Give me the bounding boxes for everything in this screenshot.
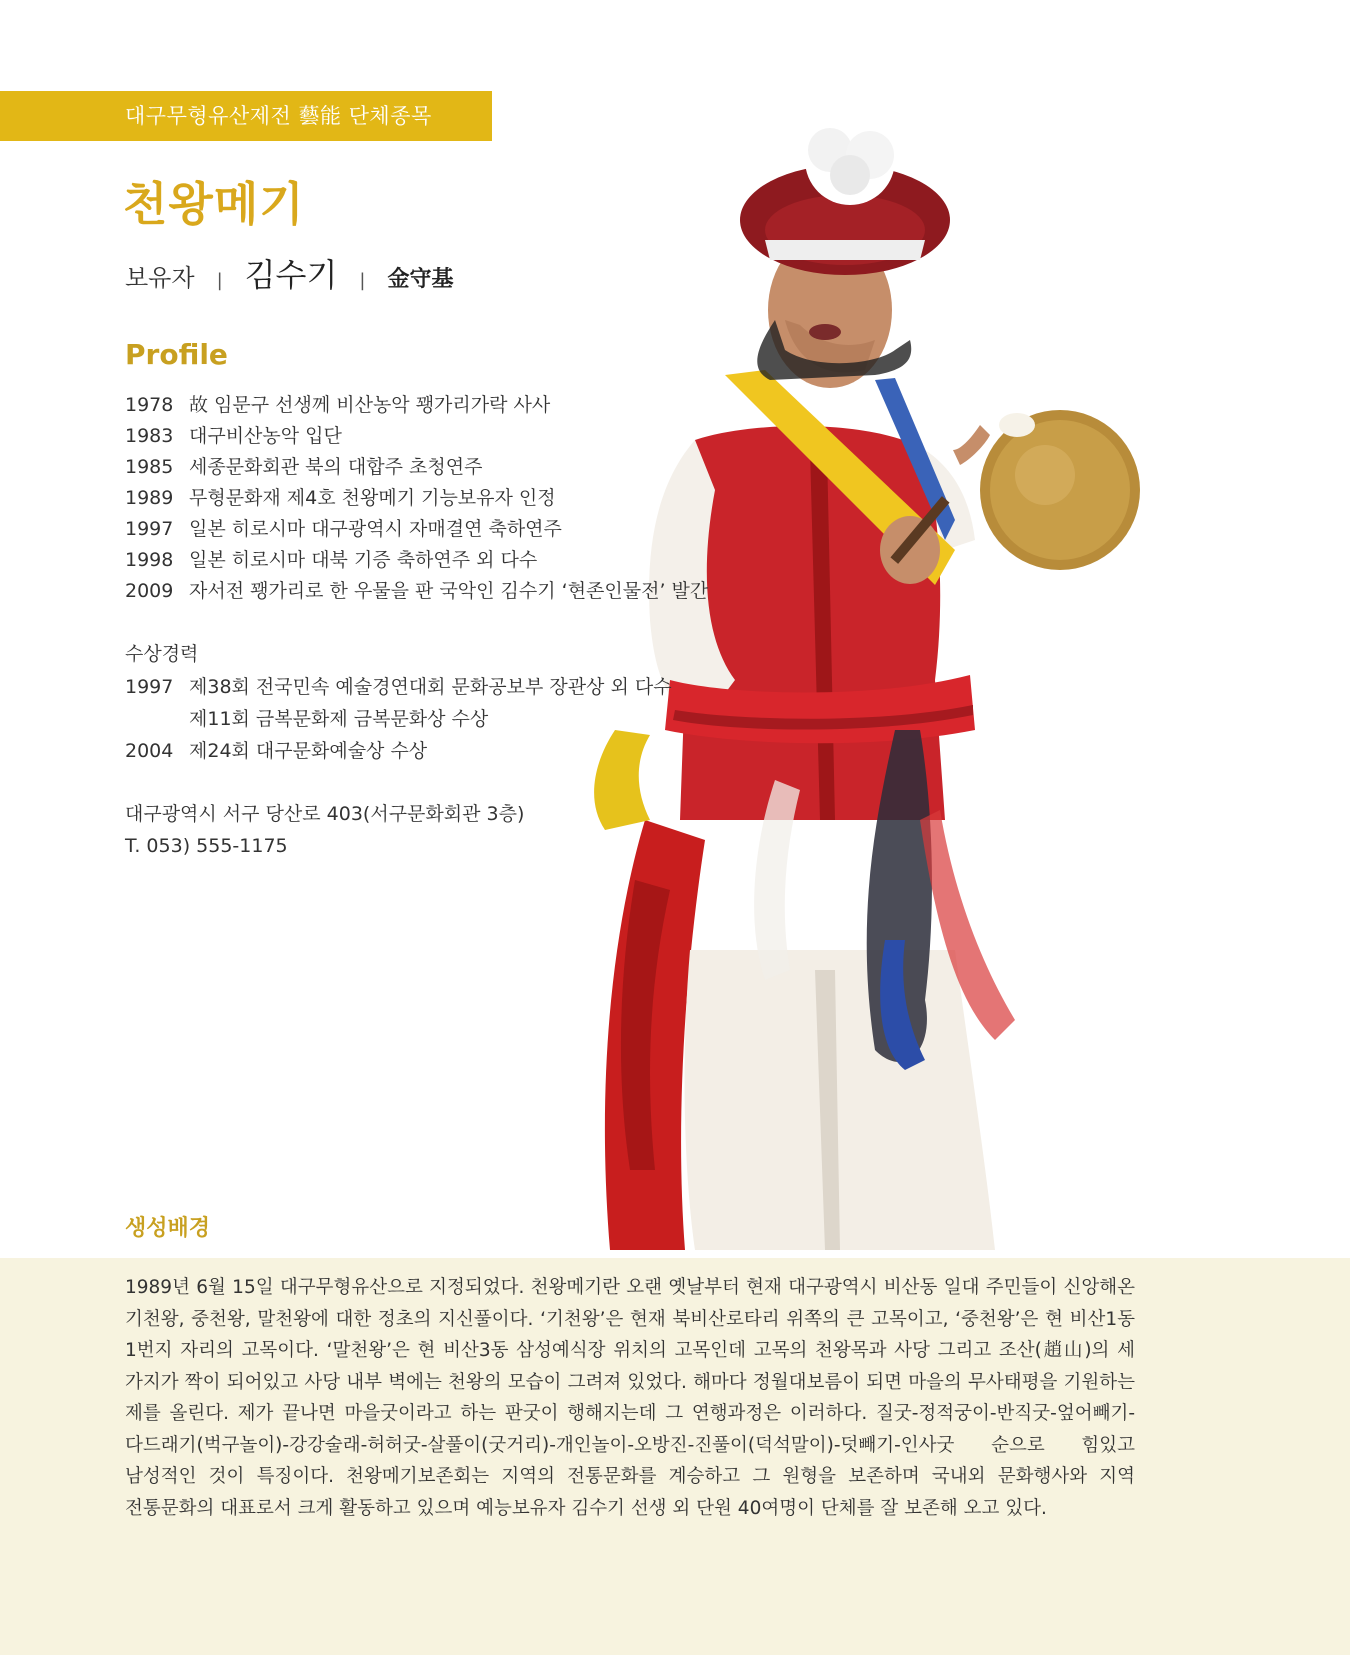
award-item <box>125 735 672 767</box>
profile-year: 1998 <box>125 549 174 571</box>
separator: | <box>359 270 366 291</box>
award-item <box>125 703 672 735</box>
profile-text: 자서전 꽹가리로 한 우물을 판 국악인 김수기 ‘현존인물전’ 발간 <box>189 580 709 602</box>
profile-item <box>125 576 708 607</box>
profile-text: 세종문화회관 북의 대합주 초청연주 <box>189 456 483 478</box>
award-text: 제11회 금복문화제 금복문화상 수상 <box>189 708 489 730</box>
category-banner: 대구무형유산제전 藝能 단체종목 <box>0 91 492 141</box>
separator: | <box>216 270 223 291</box>
awards-list <box>125 671 672 767</box>
profile-text: 대구비산농악 입단 <box>189 425 342 447</box>
profile-item <box>125 545 708 576</box>
contact-block <box>125 798 524 862</box>
background-text: 1989년 6월 15일 대구무형유산으로 지정되었다. 천왕메기란 오랜 옛날부터 현재 대구광역시 비산동 일대 주민들이 신앙해온 기천왕, 중천왕, 말천왕에 대한 정초의 지신풀이다. ‘기천왕’은 현재 북비산로타리 위쪽의 큰 고목이고, ‘중천왕’은 현 비산1동 1번지 자리의 고목이다. ‘말천왕’은 현 비산3동 삼성예식장 위치의 고목인데 고목의 천왕목과 사당 그리고 조산(趙山)의 세 가지가 짝이 되어있고 사당 내부 벽에는 천왕의 모습이 그려져 있었다. 해마다 정월대보름이 되면 마을의 무사태평을 기원하는 제를 올린다. 제가 끝나면 마을굿이라고 하는 판굿이 행해지는데 그 연행과정은 이러하다. 질굿-정적궁이-반직굿-엎어빼기-다드래기(벅구놀이)-강강술래-허허굿-살풀이(굿거리)-개인놀이-오방진-진풀이(덕석말이)-덧빼기-인사굿 순으로 힘있고 남성적인 것이 특징이다. 천왕메기보존회는 지역의 전통문화를 계승하고 그 원형을 보존하며 국내외 문화행사와 지역 전통문화의 대표로서 크게 활동하고 있으며 예능보유자 김수기 선생 외 단원 40여명이 단체를 잘 보존해 오고 있다. <box>125 1277 1135 1519</box>
profile-item <box>125 452 708 483</box>
award-year: 2004 <box>125 740 174 762</box>
profile-text: 故 임문구 선생께 비산농악 꽹가리가락 사사 <box>189 394 551 416</box>
address-text: 대구광역시 서구 당산로 403(서구문화회관 3층) <box>125 803 525 825</box>
profile-year: 1997 <box>125 518 174 540</box>
profile-item <box>125 421 708 452</box>
profile-list <box>125 390 708 607</box>
profile-year: 1989 <box>125 487 174 509</box>
profile-item <box>125 514 708 545</box>
profile-text: 일본 히로시마 대북 기증 축하연주 외 다수 <box>189 549 538 571</box>
profile-year: 2009 <box>125 580 174 602</box>
holder-name-hanja: 金守基 <box>387 266 454 292</box>
profile-heading: Profile <box>125 338 228 371</box>
award-text: 제24회 대구문화예술상 수상 <box>189 740 428 762</box>
award-text: 제38회 전국민속 예술경연대회 문화공보부 장관상 외 다수 <box>189 676 672 698</box>
holder-name: 김수기 <box>244 256 338 294</box>
background-heading: 생성배경 <box>125 1216 211 1241</box>
phone-text: T. 053) 555-1175 <box>125 835 288 857</box>
profile-item <box>125 390 708 421</box>
award-year <box>125 703 189 735</box>
award-year: 1997 <box>125 676 174 698</box>
profile-item <box>125 483 708 514</box>
page-title: 천왕메기 <box>123 177 305 231</box>
profile-text: 일본 히로시마 대구광역시 자매결연 축하연주 <box>189 518 562 540</box>
profile-year: 1983 <box>125 425 174 447</box>
profile-year: 1978 <box>125 394 174 416</box>
holder-label: 보유자 <box>125 264 195 292</box>
holder-line <box>125 250 453 296</box>
profile-text: 무형문화재 제4호 천왕메기 기능보유자 인정 <box>189 487 556 509</box>
award-item <box>125 671 672 703</box>
profile-year: 1985 <box>125 456 174 478</box>
awards-heading: 수상경력 <box>125 643 199 665</box>
